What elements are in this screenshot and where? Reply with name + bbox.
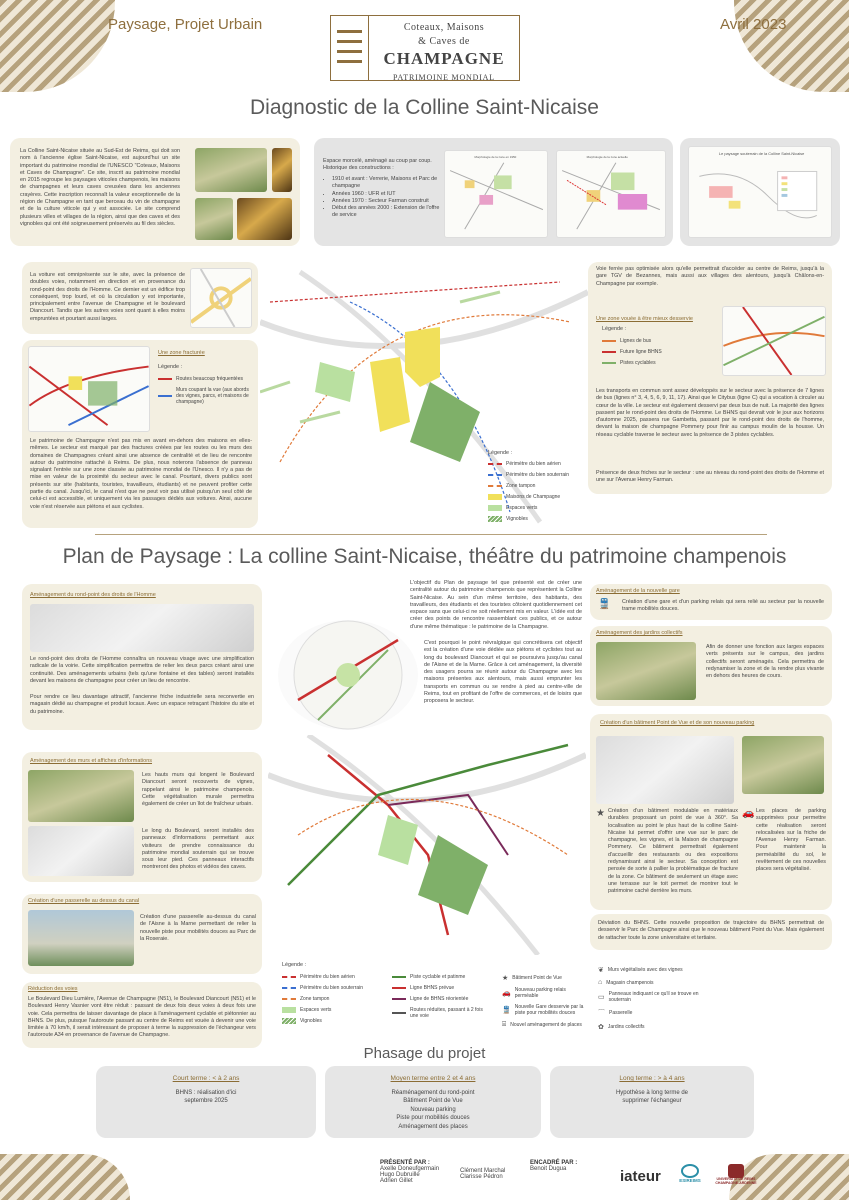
objective-text: L'objectif du Plan de paysage tel que présenté est de créer une centralité autour du patrimoine champenois que représentent la Colline Saint-Nicaise. Au sein d'un même territoire, des habitants, des travailleurs, des étudiants et des touristes côtoient quotidiennement cet espace sans que celui-ci ne soit réellement mis en valeur. L'idée est de créer des points de rencontre rassemblant ces publics, et ce autour d'une même thématique : le patrimoine de la Champagne. xyxy=(410,580,582,630)
legend-item: ❦ Murs végétalisés avec des vignes xyxy=(598,967,683,974)
building-sketch xyxy=(596,736,734,804)
legend-item: Vignobles xyxy=(282,1018,382,1024)
legend-item: Routes réduites, passant à 2 fois une voie xyxy=(392,1007,492,1019)
legend-item: Maisons de Champagne xyxy=(488,494,588,500)
bench-icon: ⌸ xyxy=(502,1021,507,1028)
legend-item: Ligne de BHNS réorientée xyxy=(392,996,492,1002)
vineyard-stripes-decoration xyxy=(0,1154,130,1200)
esireims-logo: ESIREIMS xyxy=(672,1164,708,1183)
bridge-photo xyxy=(28,910,134,966)
gardens-panel xyxy=(590,626,832,706)
legend-item: Future ligne BHNS xyxy=(602,349,712,355)
legend-item: 🚗 Nouveau parking relais perméable xyxy=(502,987,566,999)
legend-item: Lignes de bus xyxy=(602,338,712,344)
vineyard-stripes-decoration xyxy=(734,0,849,92)
legend-item: Espaces verts xyxy=(282,1007,382,1013)
plan-legend-title: Légende : xyxy=(282,962,306,968)
sign-icon: ▭ xyxy=(598,994,605,1001)
history-panel xyxy=(314,138,673,246)
castle-photo xyxy=(195,148,267,192)
station-title: Aménagement de la nouvelle gare xyxy=(596,588,680,594)
transport-map xyxy=(722,306,826,376)
zoom-circle-map xyxy=(278,620,418,730)
station-panel xyxy=(590,584,832,620)
map-1950-caption: Morphologie de la zone en 1950 xyxy=(474,154,517,159)
cellar-photo xyxy=(237,198,292,240)
roundabout-panel xyxy=(22,584,262,730)
shop-icon: ⌂ xyxy=(598,979,603,986)
service-title: Une zone vouée à être mieux desservie xyxy=(596,316,693,322)
presented-label: PRÉSENTÉ PAR : xyxy=(380,1160,430,1166)
legend-item: Zone tampon xyxy=(282,996,382,1002)
legend-item: ⌂ Magasin champenois xyxy=(598,979,654,986)
underground-panel xyxy=(680,138,840,246)
poster-header xyxy=(0,0,849,90)
legend-item: Périmètre du bien aérien xyxy=(488,461,588,467)
walls-text: Les hauts murs qui longent le Boulevard Diancourt seront recouverts de vignes, rappelant ainsi le patrimoine champenois. Cette végétalisation murale permettra également de créer un îlot de fraîcheur urbain. xyxy=(142,772,254,808)
intro-panel xyxy=(10,138,300,246)
star-icon: ★ xyxy=(596,808,605,819)
gardens-title: Aménagement des jardins collectifs xyxy=(596,630,683,636)
phase-short: Court terme : < à 2 ans BHNS : réalisation d'ici septembre 2025 xyxy=(96,1066,316,1138)
vineyard-photo xyxy=(195,198,233,240)
transport-text: Les transports en commun sont assez développés sur le secteur avec la présence de 7 lignes de bus (lignes n° 3, 4, 5, 6, 9, 11, 17). Ainsi que le Citybus (ligne C) qui a vocation à circuler au cœur de la ville. Le secteur est également desservi par deux bus de nuit. La majorité des lignes passent par le rond-point des droits de l'Homme. Le BHNS qui devrait voir le jour aux horizons d'automne 2025, passera rue Gambetta, passant par le rond-point des droits de l'homme, devant la maison de champagne Pommery pour finir au campus moulin de la housse. Un réseau cyclable traverse le secteur avec la présence de 3 pistes cyclables. xyxy=(596,388,824,438)
section-divider xyxy=(95,534,767,535)
car-panel xyxy=(22,262,258,334)
legend-item: ★ Bâtiment Point de Vue xyxy=(502,975,562,982)
history-intro: Espace morcelé, aménagé au coup par coup. Historique des constructions : xyxy=(323,158,432,172)
phase-mid: Moyen terme entre 2 et 4 ans Réaménagement du rond-point Bâtiment Point de Vue Nouveau parking Piste pour mobilités douces Aménagement des places xyxy=(325,1066,541,1138)
plan-legend xyxy=(282,962,642,1042)
star-icon: ★ xyxy=(502,975,509,982)
legend-item: Piste cyclable et patinme xyxy=(392,974,492,980)
building-panel xyxy=(590,714,832,910)
walls-panel xyxy=(22,752,262,882)
plan-legend-col1 xyxy=(282,974,382,1029)
plan-legend-col2 xyxy=(392,974,492,1024)
legend-item: ⌒ Passerelle xyxy=(598,1010,633,1017)
bridge-icon: ⌒ xyxy=(598,1010,605,1017)
walls-text-2: Le long du Boulevard, seront installés des panneaux d'informations permettant aux visiteurs de prendre connaissance du patrimoine mondial souterrain qui se trouve sous leur pied. Ces panneaux interactifs montreront des photos et vidéos des caves. xyxy=(142,828,254,871)
legend-item: ✿ Jardins collectifs xyxy=(598,1024,645,1031)
phasing-title: Phasage du projet xyxy=(363,1045,486,1062)
roundabout-sketch xyxy=(30,604,254,652)
legend-item: Espaces verts xyxy=(488,505,588,511)
diagnostic-main-map xyxy=(260,262,588,532)
urca-logo: UNIVERSITÉ DE REIMS CHAMPAGNE-ARDENNE xyxy=(714,1164,758,1186)
roundabout-map xyxy=(190,268,252,328)
date-label: Avril 2023 xyxy=(720,16,787,33)
legend-item: Zone tampon xyxy=(488,483,588,489)
legend-item: Murs coupant la vue (aux abords des vignes, parcs, et maisons de champagne) xyxy=(158,387,254,405)
roads-text: Le Boulevard Dieu Lumière, l'Avenue de Champagne (N51), le Boulevard Diancourt (N51) et le Boulevard Henry Vasnier vont être réduit : passant de deux fois deux voies à deux fois une voie. Cela permettra de laisser davantage de place à l'aménagement cyclable et piétonnier au BHNS. De plus, puisque l'autoroute passant au centre de Reims est vouée à devenir une voie limitée à 70 km/h, il serait intéressant de proposer à terme la suppression de l'échangeur vers l'autoroute A34 en provenance de l'avenue de Champagne. xyxy=(28,996,256,1039)
iateur-logo: iateur xyxy=(620,1168,661,1185)
roundabout-title: Aménagement du rond-point des droits de l'Homme xyxy=(30,592,156,598)
fracture-title: Une zone fracturée xyxy=(158,350,205,356)
busy-road-swatch xyxy=(158,378,172,380)
plan-main-map xyxy=(268,735,586,955)
history-item: • Années 1960 : UFR et IUT xyxy=(332,191,444,198)
gardens-photo xyxy=(596,642,696,700)
service-legend xyxy=(602,338,712,371)
plan-legend-col4 xyxy=(598,966,708,1036)
legend-item: Vignobles xyxy=(488,516,588,522)
service-legend-title: Légende : xyxy=(602,326,626,332)
gardens-text: Afin de donner une fonction aux larges espaces verts présents sur le campus, des jardins collectifs seront aménagés. Cela permettra de redynamiser la zone et de la rendre plus vivante en dehors des heures de cours. xyxy=(706,644,824,680)
unesco-logo: Coteaux, Maisons & Caves de CHAMPAGNE PATRIMOINE MONDIAL xyxy=(330,15,520,81)
train-icon: 🚆 xyxy=(598,599,611,610)
roads-panel xyxy=(22,982,262,1048)
plan-title: Plan de Paysage : La colline Saint-Nicaise, théâtre du patrimoine champenois xyxy=(62,545,787,568)
parking-photo xyxy=(742,736,824,794)
heritage-text: Le patrimoine de Champagne n'est pas mis en avant en-dehors des maisons en elles-mêmes. Le secteur est marqué par des fractures créées par les routes ou les murs des domaines de Champagnes créant ainsi une absence de centralité et de lieu de rencontre autour du patrimoine rattaché à Reims. De plus, nous noterons l'absence de panneau signalant l'entrée sur une zone classée au patrimoine mondial de l'Unesco. Il n'y a pas de mise en valeur de la proximité du secteur avec le canal. Pourtant, divers publics sont présents sur site (habitants, touristes, travailleurs, étudiants) et ne peuvent profiter cette partie du canal. Jusqu'ici, le canal n'est que ne peut voir pas utilisé puisqu'un seul côté de celui-ci est accessible, et uniquement via les passages dédiés aux voitures. Ainsi, aucune voie n'est réservée aux piétons et aux cyclistes. xyxy=(30,438,252,510)
history-item: • 1910 et avant : Verrerie, Maisons et Parc de champagne xyxy=(332,176,444,191)
bottle-photo xyxy=(272,148,292,192)
underground-map xyxy=(688,146,832,238)
legend-item: Pistes cyclables xyxy=(602,360,712,366)
legend-item: ⌸ Nouvel aménagement de places xyxy=(502,1021,582,1028)
transport-panel xyxy=(588,262,832,494)
fracture-panel xyxy=(22,340,258,528)
map-1950 xyxy=(444,150,548,238)
fracture-legend xyxy=(158,376,254,410)
wall-swatch xyxy=(158,395,172,397)
roundabout-text: Le rond-point des droits de l'Homme connaîtra un nouveau visage avec une simplification radicale de la voirie. Cette simplification permettra de relier les deux parcs créant ainsi une continuité. Des aménagements urbains (tels qu'une fontaine et des tables) seront installés devant les maisons de champagne pour créer un lieu de rencontre. xyxy=(30,656,254,684)
bhns-text: Déviation du BHNS. Cette nouvelle proposition de trajectoire du BHNS permettrait de desservir le Parc de Champagne ainsi que le nouveau bâtiment Point du Vue. Mais également de rattacher toute la zone universitaire et tertiaire. xyxy=(598,920,824,941)
bridge-panel xyxy=(22,894,262,974)
history-item: • Années 1970 : Secteur Farman construit xyxy=(332,198,444,205)
legend-item: Routes beaucoup fréquentées xyxy=(158,376,254,382)
garden-icon: ✿ xyxy=(598,1024,604,1031)
legend-item: Périmètre du bien aérien xyxy=(282,974,382,980)
boulevard-photo xyxy=(28,826,134,876)
train-icon: 🚆 xyxy=(502,1007,511,1014)
plan-legend-col3 xyxy=(502,974,590,1034)
grape-icon: ❦ xyxy=(598,967,604,974)
phase-long: Long terme : > à 4 ans Hypothèse à long terme de supprimer l'échangeur xyxy=(550,1066,754,1138)
map-current-caption: Morphologie de la zone actuelle xyxy=(586,154,628,159)
roundabout-text-2: Pour rendre ce lieu davantage attractif, l'ancienne friche industrielle sera reconvertie en magasin dédié au champagne et produit locaux. Avec un espace retraçant l'histoire du site et du patrimoine. xyxy=(30,694,254,715)
station-text: Création d'une gare et d'un parking relais qui sera relié au secteur par la nouvelle trame mobilités douces. xyxy=(622,599,824,613)
diagnostic-title: Diagnostic de la Colline Saint-Nicaise xyxy=(249,96,599,119)
legend-item: ▭ Panneaux indiquant ce qu'il se trouve en souterrain xyxy=(598,991,699,1003)
legend-item: Périmètre du bien souterrain xyxy=(282,985,382,991)
supervised-label: ENCADRÉ PAR : xyxy=(530,1160,578,1166)
roads-title: Réduction des voies xyxy=(28,986,78,992)
legend-item: 🚆 Nouvelle Gare desservie par la piste pour mobilités douces xyxy=(502,1004,584,1016)
objective-text-2: C'est pourquoi le point névralgique qui concrétisera cet objectif est la création d'une voie dédiée aux piétons et cyclistes tout au long du boulevard Diancourt et qui se poursuivra jusqu'au canal de l'Aisne et de la Marne. Grâce à cet aménagement, la diversité des usagers pourra se réunir autour du Champagne avec les maisons présentes aux alentours, mais aussi emprunter les transports en commun ou se rendre à pied au centre-ville de Reims, tout en profitant de l'offre de commerces, et de loisirs que proposera le secteur. xyxy=(424,640,582,705)
wasteland-text: Présence de deux friches sur le secteur : une au niveau du rond-point des droits de l'Homme et une sur l'Avenue Henry Farman. xyxy=(596,470,824,484)
course-label: Paysage, Projet Urbain xyxy=(108,16,263,33)
bhns-panel xyxy=(590,914,832,950)
car-icon: 🚗 xyxy=(502,990,511,997)
underground-map-caption: Le paysage souterrain de la Colline Saint-Nicaise xyxy=(718,150,805,156)
walls-photo xyxy=(28,770,134,822)
parking-text: Les places de parking supprimées pour permettre cette réalisation seront relocalisées sur la friche de l'Avenue Henry Farman. Pour maintenir la perméabilité du sol, le revêtement de ces nouvelles places sera végétalisé. xyxy=(756,808,826,873)
history-item: • Début des années 2000 : Extension de l'offre de service xyxy=(332,205,444,220)
car-icon: 🚗 xyxy=(742,808,755,819)
intro-text: La Colline Saint-Nicaise située au Sud-Est de Reims, qui doit son nom à l'ancienne église Saint-Nicaise, est aujourd'hui un site important du patrimoine mondial de l'UNESCO "Coteaux, Maisons et Caves de Champagne". Ce site, inscrit au patrimoine mondial en 2015 regroupe les paysages viticoles champenois, les maisons de champagnes et leurs caves creusées dans les anciennes crayères. Cette inscription reconnaît la valeur exceptionnelle de la région de Champagne en tant que berceau du vin de champagne et de la culture viticole qui y est associée. Le site comprend plusieurs villes et villages de la région, ainsi que des caves et des vignobles qui ont été soigneusement préservés au fil des siècles. xyxy=(20,148,180,227)
walls-title: Aménagement des murs et affiches d'informations xyxy=(30,758,153,764)
logo-mark-icon xyxy=(331,16,369,80)
building-text: Création d'un bâtiment modulable en matériaux durables proposant un point de vue à 360°. Sa localisation au point le plus haut de la colline Saint-Nicaise lui permet d'offrir une vue sur le parc de champagne, les vignes, et la Maison de champagne Pommery. Ce bâtiment permettrait également d'accueillir des restaurants ou des expositions redynamisant ainsi le secteur. Sa conception est pensée de sorte à pallier la problématique de fracture de la zone. Ce bâtiment de seulement un étage avec une terrasse sur le toit permet de montrer tout le patrimoine caché derrière les murs. xyxy=(608,808,738,895)
fracture-map xyxy=(28,346,150,432)
legend-item: Périmètre du bien souterrain xyxy=(488,472,588,478)
car-text: La voiture est omniprésente sur le site, avec la présence de doubles voies, notamment en direction et en provenance du rond-point des droits de l'Homme. Ce dernier est un édifice trop conséquent, trop lourd, et où la circulation y est importante, principalement entre l'avenue de Champagne et le boulevard Diancourt. Tandis que les autres voies sont quant à elles moins empruntées et pourtant aussi larges. xyxy=(30,272,185,322)
bridge-title: Création d'une passerelle au dessus du canal xyxy=(28,898,140,904)
history-list xyxy=(332,176,444,220)
rail-text: Voie ferrée pas optimisée alors qu'elle permettrait d'accéder au centre de Reims, jusqu'à la gare TGV de Bezannes, mais aussi aux villages des alentours, jusqu'à Châlons-en-Champagne par exemple. xyxy=(596,266,824,287)
vineyard-stripes-decoration xyxy=(0,0,115,92)
building-title: Création d'un bâtiment Point de Vue et de son nouveau parking xyxy=(600,720,755,726)
bridge-text: Création d'une passerelle au-dessus du canal de l'Aisne à la Marne permettant de relier la nouvelle piste pour mobilités douces au Parc de la Roseraie. xyxy=(140,914,256,942)
map-current xyxy=(556,150,666,238)
diagnostic-map-legend: Légende : Périmètre du bien aérien Périmètre du bien souterrain Zone tampon Maisons de Champagne Espaces verts Vignobles xyxy=(488,450,588,527)
fracture-legend-title: Légende : xyxy=(158,364,182,370)
legend-item: Ligne BHNS prévue xyxy=(392,985,492,991)
